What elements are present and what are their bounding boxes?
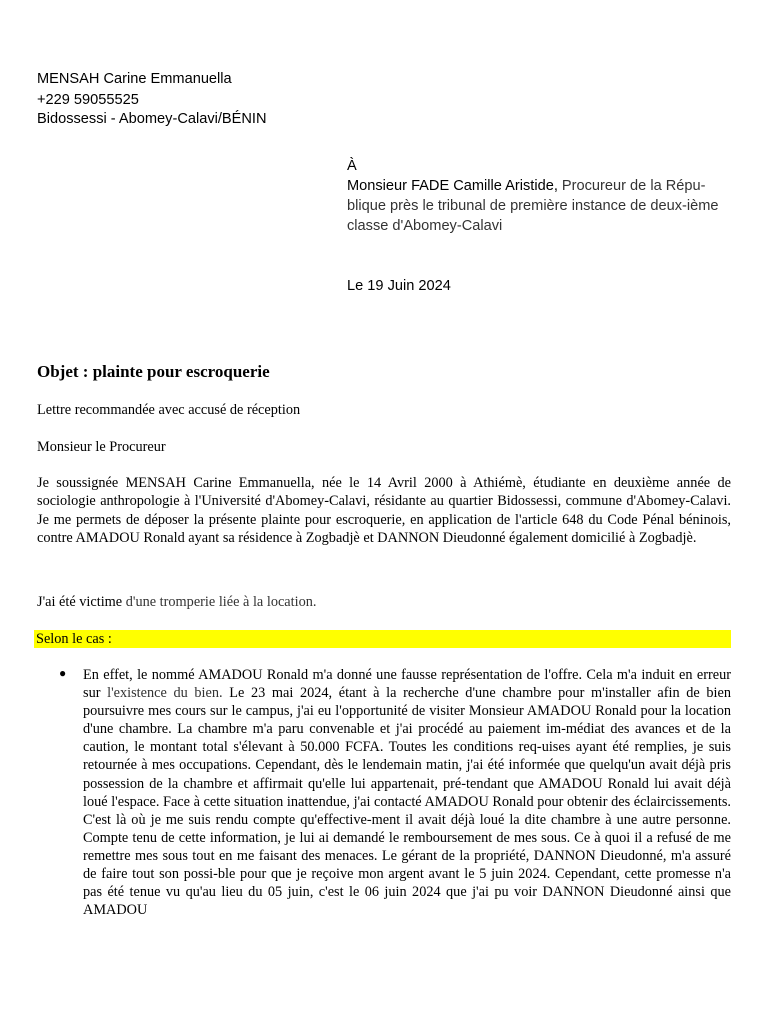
sender-address: Bidossessi - Abomey-Calavi/BÉNIN — [37, 111, 267, 127]
victim-statement-part2: d'une tromperie liée à la location. — [122, 594, 317, 610]
recipient-details — [347, 176, 737, 236]
sender-name: MENSAH Carine Emmanuella — [37, 71, 232, 87]
letter-date: Le 19 Juin 2024 — [347, 278, 451, 294]
salutation: Monsieur le Procureur — [37, 439, 166, 455]
intro-paragraph: Je soussignée MENSAH Carine Emmanuella, née le 14 Avril 2000 à Athiémè, étudiante en deuxième année de sociologie anthropologie à l'Université d'Abomey-Calavi, résidante au quartier Bidossessi, commune d'Abomey-Calavi. Je me permets de déposer la présente plainte pour escroquerie, en application de l'article 648 du Code Pénal béninois, contre AMADOU Ronald ayant sa résidence à Zogbadjè et DANNON Dieudonné également domicilié à Zogbadjè. — [37, 475, 731, 546]
subject-line: Objet : plainte pour escroquerie — [37, 362, 270, 381]
recipient-role: Procureur de la Répu-blique près le tribunal de première instance de deux-ième classe d'Abomey-Calavi — [347, 178, 719, 234]
bullet-part1: En effet, le nommé AMADOU Ronald m'a donné une fausse représentation de l'offre. Cela m'a induit en erreur sur — [83, 667, 731, 702]
bullet-part3: Le 23 mai 2024, étant à la recherche d'une chambre pour m'installer afin de bien poursuivre mes cours sur le campus, j'ai eu l'opportunité de visiter Monsieur AMADOU Ronald pour la location d'une chambre. La chambre m'a paru convenable et j'ai procédé au paiement im-médiat des avances et de la caution, le montant total s'élevant à 50.000 FCFA. Toutes les conditions req-uises ayant été remplies, je suis retournée à mes occupations. Cependant, dès le lendemain matin, j'ai été informée que quelqu'un avait déjà pris possession de la chambre et affirmait qu'elle lui appartenait, pré-tendant que AMADOU Ronald lui avait déjà loué l'espace. Face à cette situation inattendue, j'ai contacté AMADOU Ronald pour obtenir des éclaircissements. C'est là où je me suis rendu compte qu'effective-ment il avait déjà loué la dite chambre à une autre personne. Compte tenu de cette information, je lui ai demandé le remboursement de mes sous. Ce à quoi il a refusé de me remettre mes sous tout en me faisant des menaces. Le gérant de la propriété, DANNON Dieudonné, m'a assuré de faire tout son possi-ble pour que je reçoive mon argent avant le 5 juin 2024. Cependant, cette promesse n'a pas été tenue vu qu'au lieu du 05 juin, c'est le 06 juin 2024 que j'ai pu voir DANNON Dieudonné ainsi que AMADOU — [83, 685, 731, 919]
recipient-to: À — [347, 158, 357, 174]
bullet-dot-icon: ● — [59, 666, 67, 680]
highlighted-case-label: Selon le cas : — [34, 630, 731, 648]
victim-statement — [37, 594, 316, 611]
bullet-part2: l'existence du bien. — [107, 685, 223, 702]
sender-block — [37, 70, 267, 129]
recipient-name: Monsieur FADE Camille Aristide, — [347, 178, 558, 194]
bullet-paragraph — [83, 666, 731, 919]
victim-statement-part1: J'ai été victime — [37, 594, 123, 610]
recipient-block — [347, 156, 737, 236]
sender-phone: +229 59055525 — [37, 92, 139, 108]
registered-letter-note: Lettre recommandée avec accusé de réception — [37, 402, 301, 418]
